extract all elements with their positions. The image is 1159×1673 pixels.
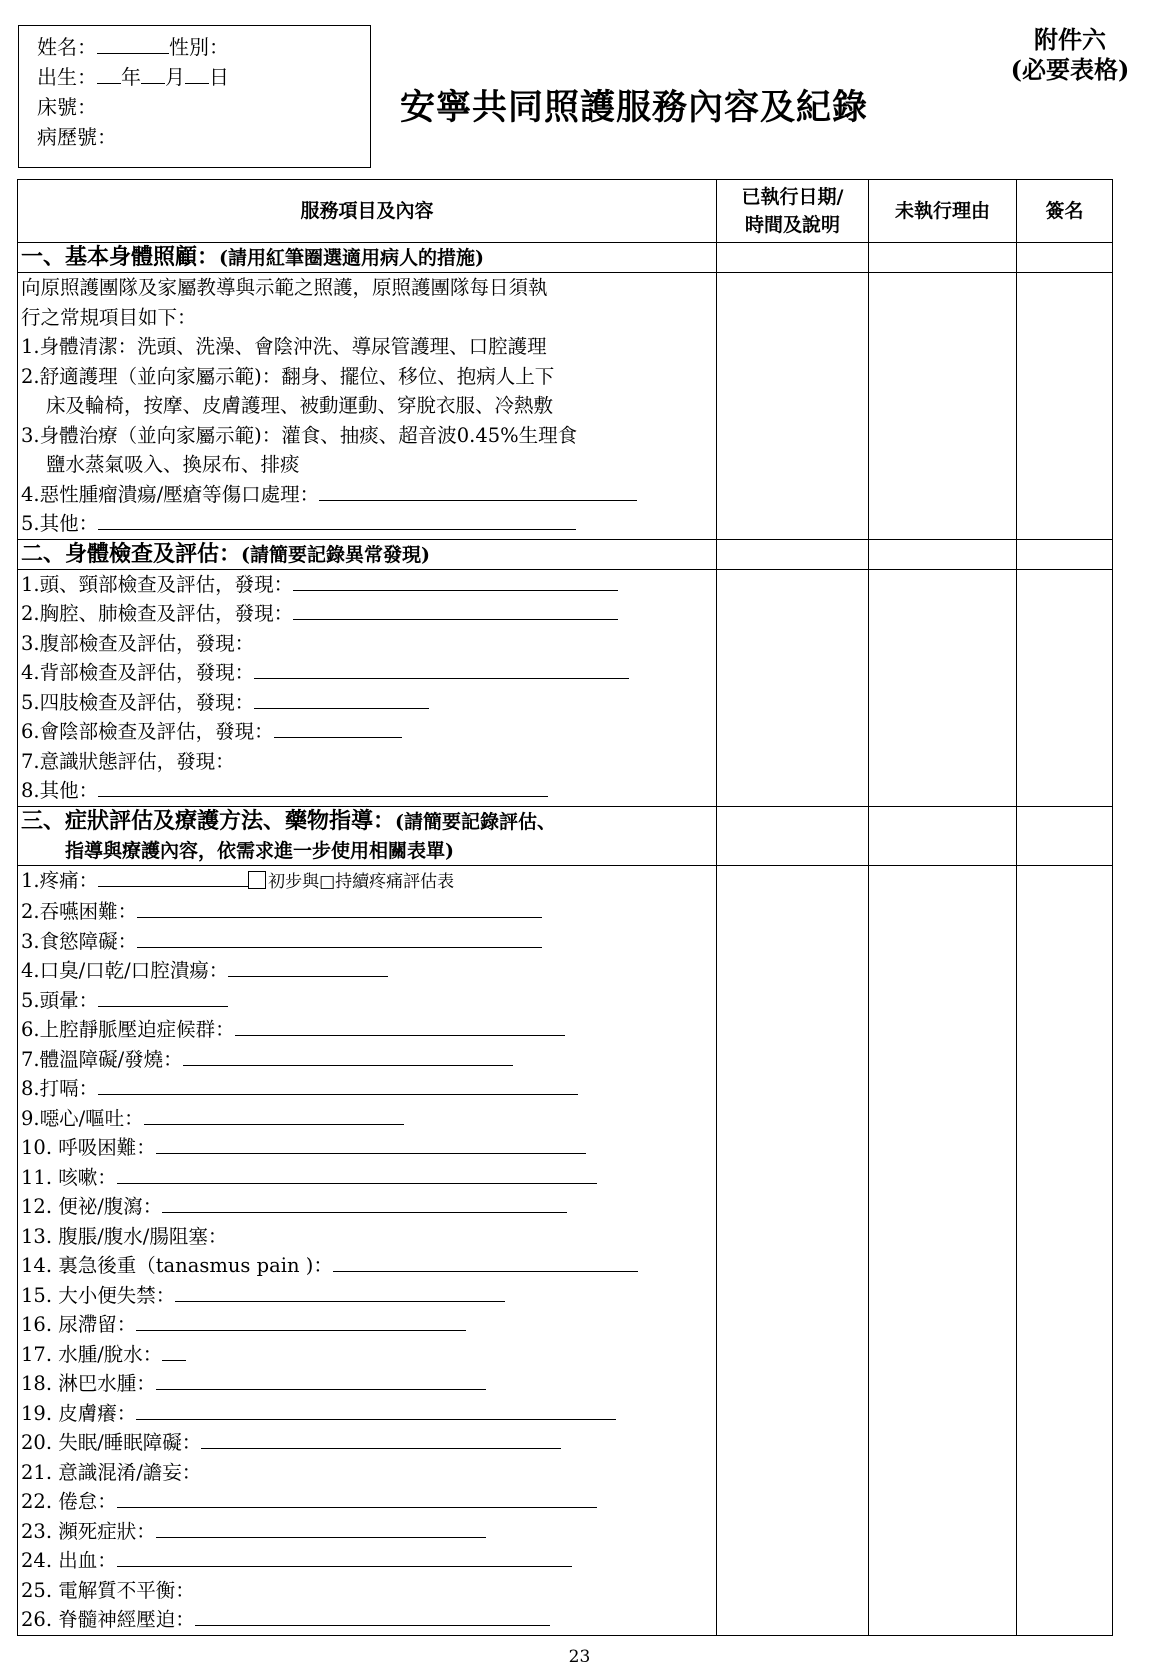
section2-title: 二、身體檢查及評估：(請簡要記錄異常發現) (18, 539, 717, 569)
list-item: 24. 出血： (18, 1546, 716, 1576)
section1-signature-body[interactable] (1017, 273, 1113, 540)
symptom-field[interactable] (162, 1192, 567, 1213)
section3-content (18, 865, 717, 1635)
list-item: 2.舒適護理（並向家屬示範)：翻身、擺位、移位、抱病人上下 (21, 364, 555, 388)
section2-signature-cell[interactable] (1017, 539, 1113, 569)
section1-reason-cell[interactable] (869, 243, 1017, 273)
symptom-field[interactable] (117, 1546, 572, 1567)
section3-reason-body[interactable] (869, 865, 1017, 1635)
list-item: 17. 水腫/脫水： (18, 1340, 716, 1370)
list-item: 6.上腔靜脈壓迫症候群： (18, 1015, 716, 1045)
symptom-field[interactable] (156, 1369, 486, 1390)
symptom-field[interactable] (183, 1045, 513, 1066)
gender-label: 性別： (169, 35, 229, 59)
birth-label: 出生： (37, 65, 97, 89)
list-item: 3.身體治療（並向家屬示範)：灌食、抽痰、超音波0.45%生理食 (21, 423, 578, 447)
section1-reason-body[interactable] (869, 273, 1017, 540)
service-record-table (17, 179, 1113, 1636)
list-item: 7.意識狀態評估，發現： (21, 749, 235, 773)
list-item: 3.腹部檢查及評估，發現： (21, 631, 255, 655)
month-label: 月 (165, 65, 185, 89)
list-item: 26. 脊髓神經壓迫： (18, 1605, 716, 1635)
section2-executed-body[interactable] (717, 569, 869, 806)
finding-field[interactable] (293, 599, 618, 620)
list-item: 2.胸腔、肺檢查及評估，發現： (18, 599, 716, 629)
symptom-field[interactable] (117, 1163, 597, 1184)
list-item: 9.噁心/嘔吐： (18, 1104, 716, 1134)
symptom-field[interactable] (136, 1399, 616, 1420)
section3-header-row (18, 806, 1113, 865)
finding-field[interactable] (254, 688, 429, 709)
section3-executed-cell[interactable] (717, 806, 869, 865)
section2-content (18, 569, 717, 806)
list-item: 向原照護團隊及家屬教導與示範之照護，原照護團隊每日須執 (21, 276, 548, 299)
section1-executed-body[interactable] (717, 273, 869, 540)
list-item: 15. 大小便失禁： (18, 1281, 716, 1311)
symptom-field[interactable] (195, 1605, 550, 1626)
pain-assessment-label: 初步與□持續疼痛評估表 (268, 871, 455, 892)
symptom-field[interactable] (333, 1251, 638, 1272)
section3-title: 三、症狀評估及療護方法、藥物指導：(請簡要記錄評估、 指導與療護內容，依需求進一步使用相關表單) (18, 806, 717, 865)
name-row (37, 32, 370, 62)
section1-title: 一、基本身體照顧：(請用紅筆圈選適用病人的措施) (18, 243, 717, 273)
symptom-field[interactable] (228, 956, 388, 977)
section2-reason-cell[interactable] (869, 539, 1017, 569)
pain-field[interactable] (98, 866, 248, 887)
patient-info-box (18, 25, 371, 168)
attachment-line1: 附件六 (1034, 25, 1106, 54)
symptom-field[interactable] (175, 1281, 505, 1302)
section2-executed-cell[interactable] (717, 539, 869, 569)
section3-signature-cell[interactable] (1017, 806, 1113, 865)
section1-header-row (18, 243, 1113, 273)
section1-body-row (18, 273, 1113, 540)
list-item: 行之常規項目如下： (21, 305, 197, 329)
list-item: 7.體溫障礙/發燒： (18, 1045, 716, 1075)
finding-field[interactable] (98, 776, 548, 797)
list-item: 13. 腹脹/腹水/腸阻塞： (21, 1224, 228, 1248)
section3-signature-body[interactable] (1017, 865, 1113, 1635)
section1-content (18, 273, 717, 540)
section3-body-row (18, 865, 1113, 1635)
table-header-row (18, 180, 1113, 243)
list-item: 19. 皮膚癢： (18, 1399, 716, 1429)
pain-assessment-checkbox[interactable] (248, 871, 266, 889)
name-label: 姓名： (37, 35, 97, 59)
birth-day-field[interactable] (185, 65, 209, 84)
section2-reason-body[interactable] (869, 569, 1017, 806)
list-item: 22. 倦怠： (18, 1487, 716, 1517)
symptom-field[interactable] (117, 1487, 597, 1508)
list-item: 11. 咳嗽： (18, 1163, 716, 1193)
list-item: 1.身體清潔：洗頭、洗澡、會陰沖洗、導尿管護理、口腔護理 (21, 335, 547, 358)
header-signature: 簽名 (1017, 180, 1113, 243)
list-item: 5.其他： (18, 509, 716, 539)
symptom-field[interactable] (162, 1340, 186, 1361)
page-number: 23 (568, 1647, 591, 1667)
list-item: 4.惡性腫瘤潰瘍/壓瘡等傷口處理： (18, 480, 716, 510)
list-item: 8.其他： (18, 776, 716, 806)
attachment-line2: (必要表格) (1010, 55, 1130, 84)
birth-year-field[interactable] (97, 65, 121, 84)
symptom-field[interactable] (235, 1015, 565, 1036)
section1-executed-cell[interactable] (717, 243, 869, 273)
name-field[interactable] (97, 35, 169, 54)
list-item: 6.會陰部檢查及評估，發現： (18, 717, 716, 747)
list-item: 4.背部檢查及評估，發現： (18, 658, 716, 688)
record-label: 病歷號： (37, 125, 117, 149)
list-item: 16. 尿滯留： (18, 1310, 716, 1340)
wound-care-field[interactable] (319, 480, 637, 501)
list-item: 14. 裏急後重（tanasmus pain )： (18, 1251, 716, 1281)
attachment-label (980, 25, 1159, 85)
list-item: 1.疼痛： 初步與□持續疼痛評估表 (18, 866, 716, 898)
symptom-field[interactable] (98, 1074, 578, 1095)
list-item: 18. 淋巴水腫： (18, 1369, 716, 1399)
list-item: 5.四肢檢查及評估，發現： (18, 688, 716, 718)
header-executed (717, 180, 869, 243)
other-field[interactable] (98, 509, 576, 530)
list-item: 10. 呼吸困難： (18, 1133, 716, 1163)
list-item: 20. 失眠/睡眠障礙： (18, 1428, 716, 1458)
list-item: 4.口臭/口乾/口腔潰瘍： (18, 956, 716, 986)
list-item: 12. 便祕/腹瀉： (18, 1192, 716, 1222)
header-executed-line2: 時間及說明 (744, 214, 840, 236)
section2-signature-body[interactable] (1017, 569, 1113, 806)
section2-body-row (18, 569, 1113, 806)
symptom-field[interactable] (201, 1428, 561, 1449)
symptom-field[interactable] (98, 986, 228, 1007)
list-item: 1.頭、頸部檢查及評估，發現： (18, 570, 716, 600)
finding-field[interactable] (293, 570, 618, 591)
list-item: 2.吞嚥困難： (18, 897, 716, 927)
finding-field[interactable] (254, 658, 629, 679)
symptom-field[interactable] (144, 1104, 404, 1125)
page-title: 安寧共同照護服務內容及紀錄 (400, 87, 869, 128)
header-not-executed: 未執行理由 (869, 180, 1017, 243)
section1-signature-cell[interactable] (1017, 243, 1113, 273)
list-item: 23. 瀕死症狀： (18, 1517, 716, 1547)
list-item: 5.頭暈： (18, 986, 716, 1016)
symptom-field[interactable] (156, 1517, 486, 1538)
symptom-field[interactable] (137, 927, 542, 948)
list-item: 25. 電解質不平衡： (21, 1578, 195, 1602)
header-executed-line1: 已執行日期/ (741, 186, 844, 208)
section3-executed-body[interactable] (717, 865, 869, 1635)
birth-row (37, 62, 370, 92)
list-item: 床及輪椅，按摩、皮膚護理、被動運動、穿脫衣服、冷熱敷 (46, 394, 554, 417)
list-item: 3.食慾障礙： (18, 927, 716, 957)
symptom-field[interactable] (156, 1133, 586, 1154)
year-label: 年 (121, 65, 141, 89)
symptom-field[interactable] (136, 1310, 466, 1331)
list-item: 鹽水蒸氣吸入、換尿布、排痰 (46, 453, 300, 476)
list-item: 21. 意識混淆/譫妄： (21, 1460, 202, 1484)
section2-header-row (18, 539, 1113, 569)
list-item: 8.打嗝： (18, 1074, 716, 1104)
section3-reason-cell[interactable] (869, 806, 1017, 865)
symptom-field[interactable] (137, 897, 542, 918)
birth-month-field[interactable] (141, 65, 165, 84)
finding-field[interactable] (274, 717, 402, 738)
bed-label: 床號： (37, 95, 97, 119)
day-label: 日 (209, 65, 229, 89)
header-items: 服務項目及內容 (18, 180, 717, 243)
